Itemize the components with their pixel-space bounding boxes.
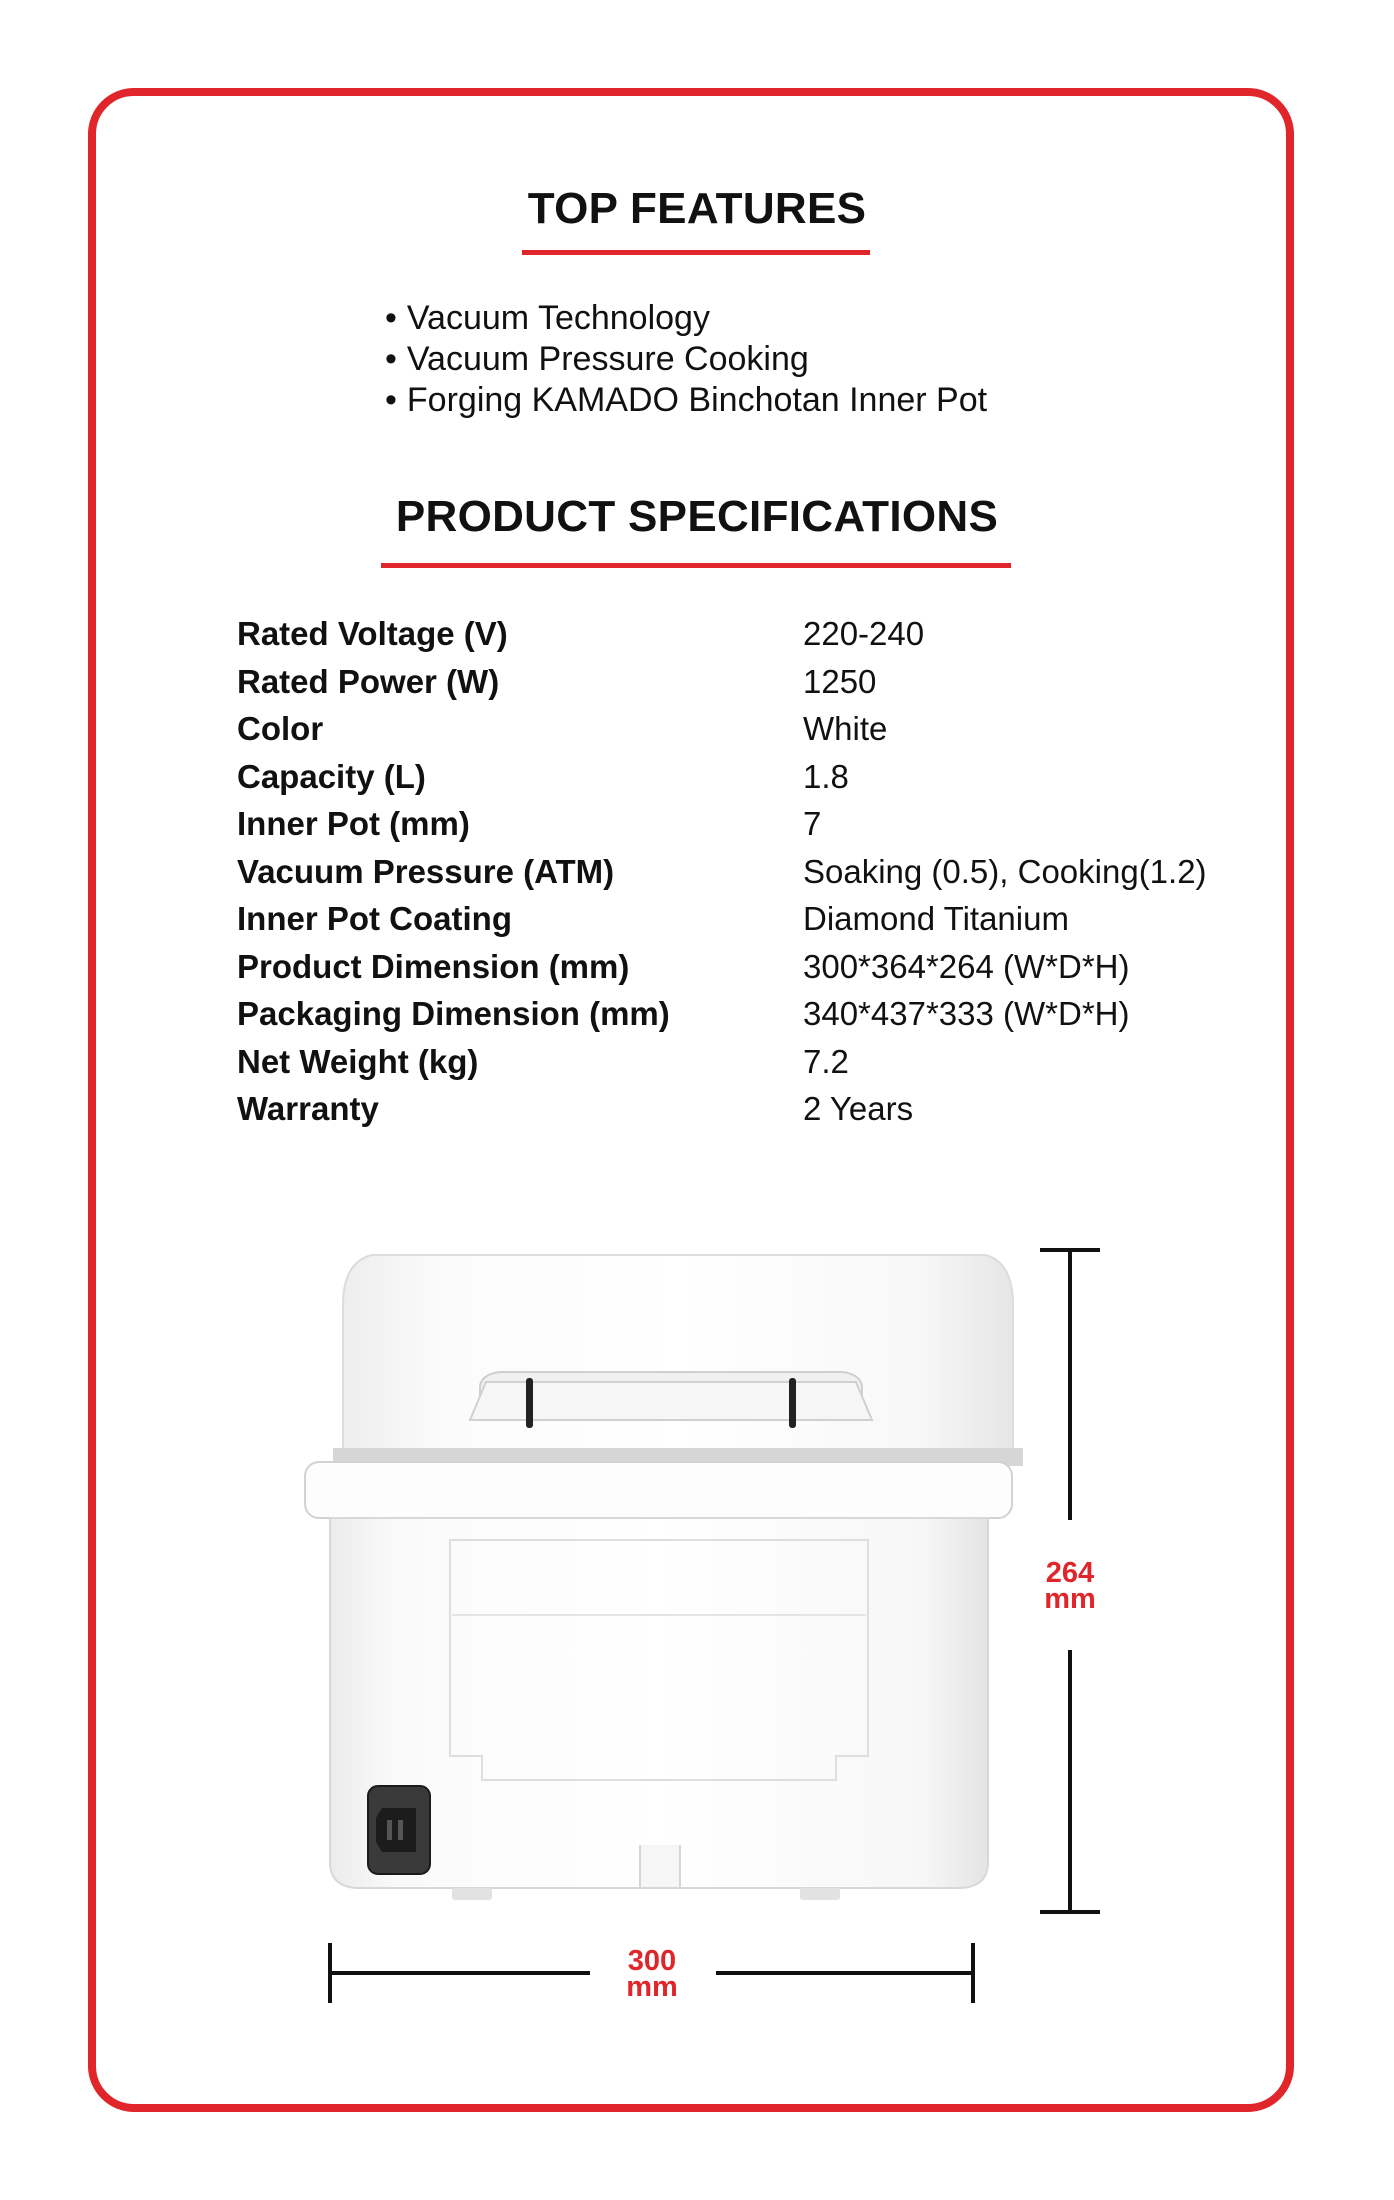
height-dimension-unit: mm xyxy=(1044,1583,1096,1615)
spec-value: 2 Years xyxy=(803,1090,914,1127)
feature-item: • Vacuum Technology xyxy=(385,298,987,339)
width-dimension-unit: mm xyxy=(626,1971,678,2003)
spec-label: Capacity (L) xyxy=(237,757,426,795)
spec-label: Inner Pot (mm) xyxy=(237,805,470,842)
spec-label: Warranty xyxy=(237,1090,379,1127)
spec-value: 340*437*333 (W*D*H) xyxy=(803,995,1130,1032)
spec-label: Vacuum Pressure (ATM) xyxy=(237,852,615,890)
height-dimension-label xyxy=(1030,1557,1110,1615)
feature-item: • Vacuum Pressure Cooking xyxy=(385,339,987,380)
spec-label: Net Weight (kg) xyxy=(237,1042,479,1080)
width-dimension-label xyxy=(612,1945,692,2003)
spec-value: Diamond Titanium xyxy=(803,900,1069,937)
spec-label: Rated Voltage (V) xyxy=(237,615,508,652)
spec-value: 220-240 xyxy=(803,615,925,652)
spec-value: 1250 xyxy=(803,662,877,700)
spec-label: Inner Pot Coating xyxy=(237,900,512,937)
top-features-heading: TOP FEATURES xyxy=(527,184,867,233)
spec-label: Color xyxy=(237,710,324,747)
feature-item: • Forging KAMADO Binchotan Inner Pot xyxy=(385,380,987,421)
width-dimension-value: 300 xyxy=(627,1945,677,1977)
spec-label: Rated Power (W) xyxy=(237,662,500,700)
spec-value: Soaking (0.5), Cooking(1.2) xyxy=(803,852,1207,890)
spec-value: 7 xyxy=(803,805,822,842)
spec-value: 300*364*264 (W*D*H) xyxy=(803,947,1130,985)
spec-value: 7.2 xyxy=(803,1042,849,1080)
height-dimension-value: 264 xyxy=(1045,1557,1095,1589)
spec-value: White xyxy=(803,710,888,747)
spec-label: Product Dimension (mm) xyxy=(237,947,630,985)
spec-value: 1.8 xyxy=(803,757,849,795)
rice-cooker-image xyxy=(305,1255,1023,1900)
product-specifications-heading: PRODUCT SPECIFICATIONS xyxy=(395,492,999,541)
spec-label: Packaging Dimension (mm) xyxy=(237,995,670,1032)
